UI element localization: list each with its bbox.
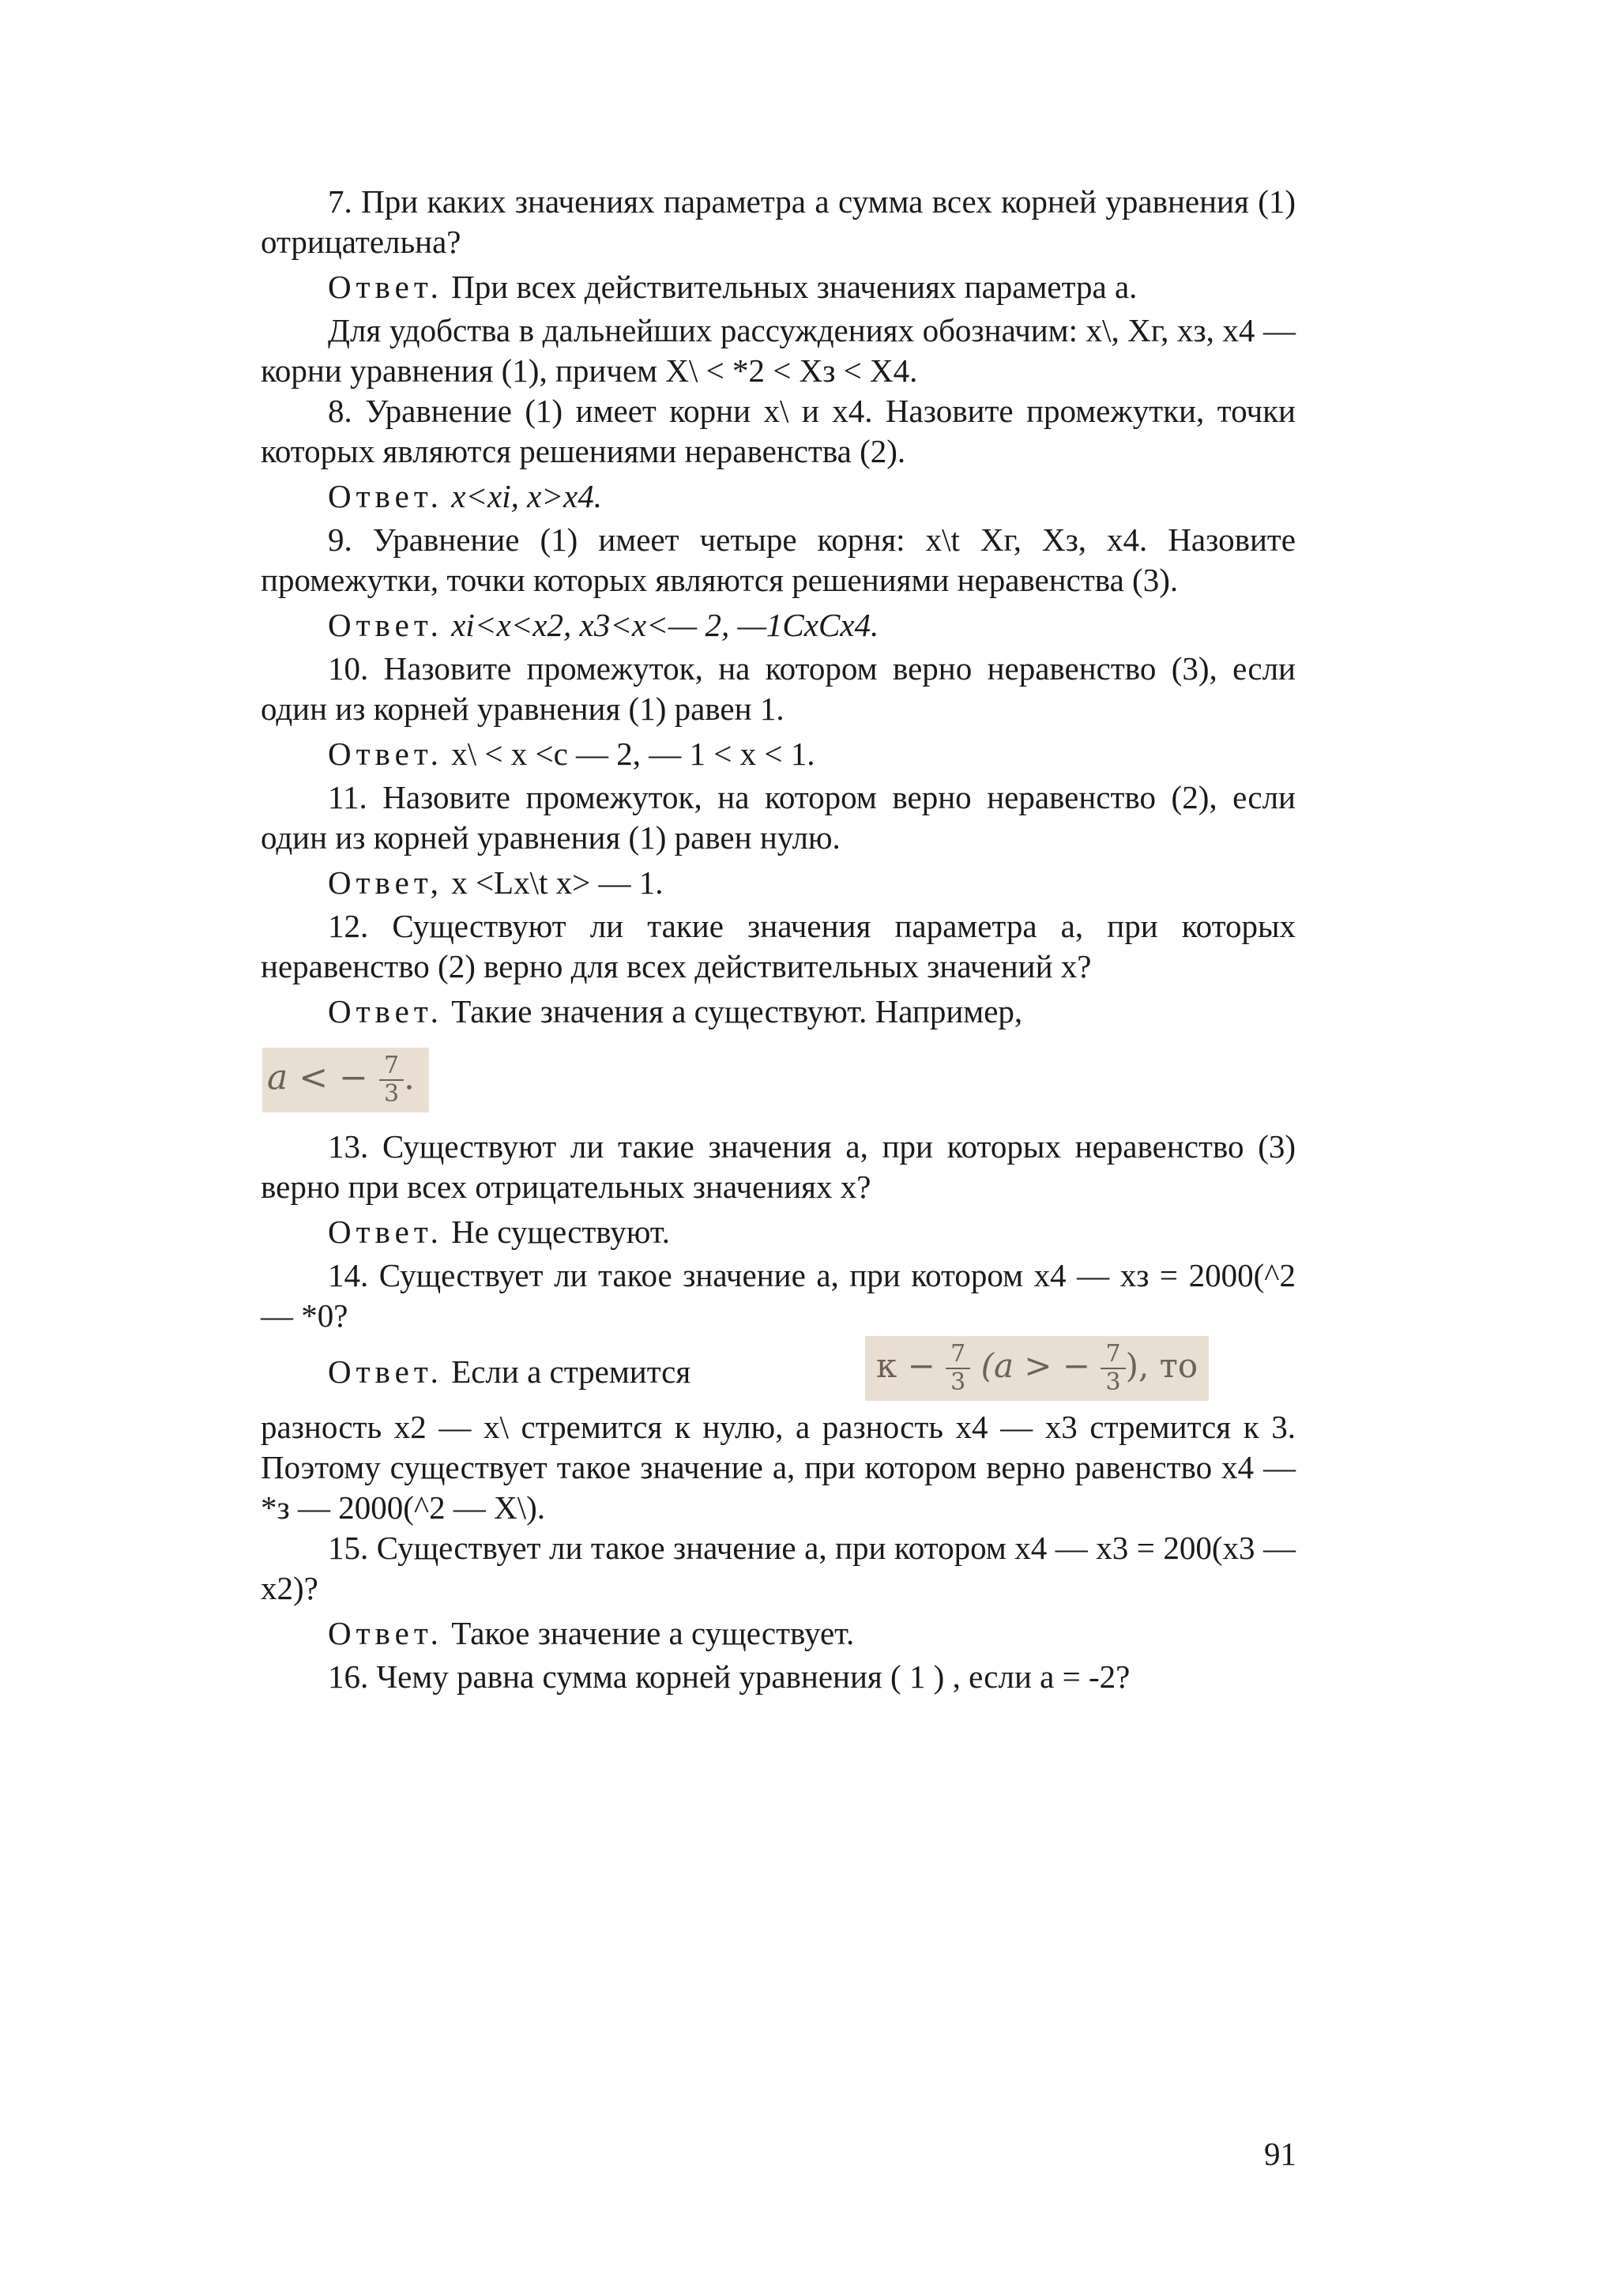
formula-image-a-less-minus-seven-thirds <box>262 1048 429 1112</box>
answer-label: Ответ. <box>328 993 443 1029</box>
fraction <box>379 1052 404 1108</box>
answer-9 <box>261 605 1296 646</box>
answer-label: Ответ. <box>328 478 443 514</box>
fraction-numerator: 7 <box>379 1052 404 1081</box>
answer-label: Ответ. <box>328 736 443 772</box>
answer-label: Ответ. <box>328 1353 443 1390</box>
answer-text: Такие значения а существуют. Например, <box>451 993 1023 1029</box>
answer-text: При всех действительных значениях параметра а. <box>451 269 1138 305</box>
fraction: $\frac{7}{3}$ <box>946 1341 970 1396</box>
question-12: 12. Существуют ли такие значения параметра а, при которых неравенство (2) верно для всех действительных значений x? <box>261 908 1296 984</box>
answer-13 <box>261 1212 1296 1252</box>
answer-text: Если а стремится <box>451 1353 691 1390</box>
intro-paragraph: Для удобства в дальнейших рассуждениях обозначим: x\, Xг, xз, x4 — корни уравнения (1), причем X\ < *2 < Xз < X4. <box>261 312 1296 389</box>
answer-text: Такое значение а существует. <box>451 1615 855 1651</box>
answer-text: x<xi, x>x4. <box>451 478 602 514</box>
answer-12 <box>261 992 1296 1032</box>
question-10: 10. Назовите промежуток, на котором верно неравенство (3), если один из корней уравнения (1) равен 1. <box>261 650 1296 727</box>
question-16: 16. Чему равна сумма корней уравнения ( 1 ) , если a = -2? <box>328 1658 1131 1695</box>
page-number: 91 <box>1264 2136 1296 2172</box>
answer-label: Ответ, <box>328 864 443 901</box>
fraction-denominator: 3 <box>383 1080 400 1108</box>
formula-post: ), то <box>1125 1346 1198 1385</box>
formula-lhs: a < − <box>267 1057 368 1098</box>
answer-text: x\ < x <c — 2, — 1 < x < 1. <box>451 736 815 772</box>
answer-7 <box>261 267 1296 307</box>
question-13: 13. Существуют ли такие значения а, при которых неравенство (3) верно при всех отрицательных значениях x? <box>261 1128 1296 1205</box>
answer-text: xi<x<x2, x3<x<— 2, —1CxCx4. <box>451 607 879 643</box>
page-body <box>261 182 1296 1697</box>
answer-14-continuation: разность x2 — x\ стремится к нулю, а разность x4 — x3 стремится к 3. Поэтому существует такое значение а, при котором верно равенство x4 — *з — 2000(^2 — X\). <box>261 1409 1296 1526</box>
question-11: 11. Назовите промежуток, на котором верно неравенство (2), если один из корней уравнения (1) равен нулю. <box>261 779 1296 856</box>
fraction: $\frac{7}{3}$ <box>1101 1341 1125 1396</box>
answer-8 <box>261 476 1296 517</box>
answer-14 <box>261 1336 1296 1407</box>
answer-11 <box>261 863 1296 903</box>
question-8: 8. Уравнение (1) имеет корни x\ и x4. Назовите промежутки, точки которых являются решениями неравенства (2). <box>261 393 1296 469</box>
formula-tail: . <box>404 1057 416 1098</box>
question-9: 9. Уравнение (1) имеет четыре корня: x\t Xг, Xз, x4. Назовите промежутки, точки которых являются решениями неравенства (3). <box>261 521 1296 598</box>
answer-text: Не существуют. <box>451 1214 670 1250</box>
question-15: 15. Существует ли такое значение а, при котором x4 — x3 = 200(x3 — x2)? <box>261 1530 1296 1606</box>
formula-image-limit <box>865 1336 1209 1401</box>
answer-label: Ответ. <box>328 607 443 643</box>
answer-10 <box>261 734 1296 774</box>
answer-15 <box>261 1613 1296 1654</box>
answer-text: x <Lx\t x> — 1. <box>451 864 664 901</box>
formula-pre: к − <box>876 1346 935 1385</box>
answer-label: Ответ. <box>328 1615 443 1651</box>
answer-label: Ответ. <box>328 269 443 305</box>
question-7: 7. При каких значениях параметра a сумма всех корней уравнения (1) отрицательна? <box>261 183 1296 260</box>
answer-label: Ответ. <box>328 1214 443 1250</box>
question-14: 14. Существует ли такое значение а, при котором x4 — xз = 2000(^2 — *0? <box>261 1257 1296 1334</box>
formula-mid: (a > − <box>980 1346 1091 1385</box>
